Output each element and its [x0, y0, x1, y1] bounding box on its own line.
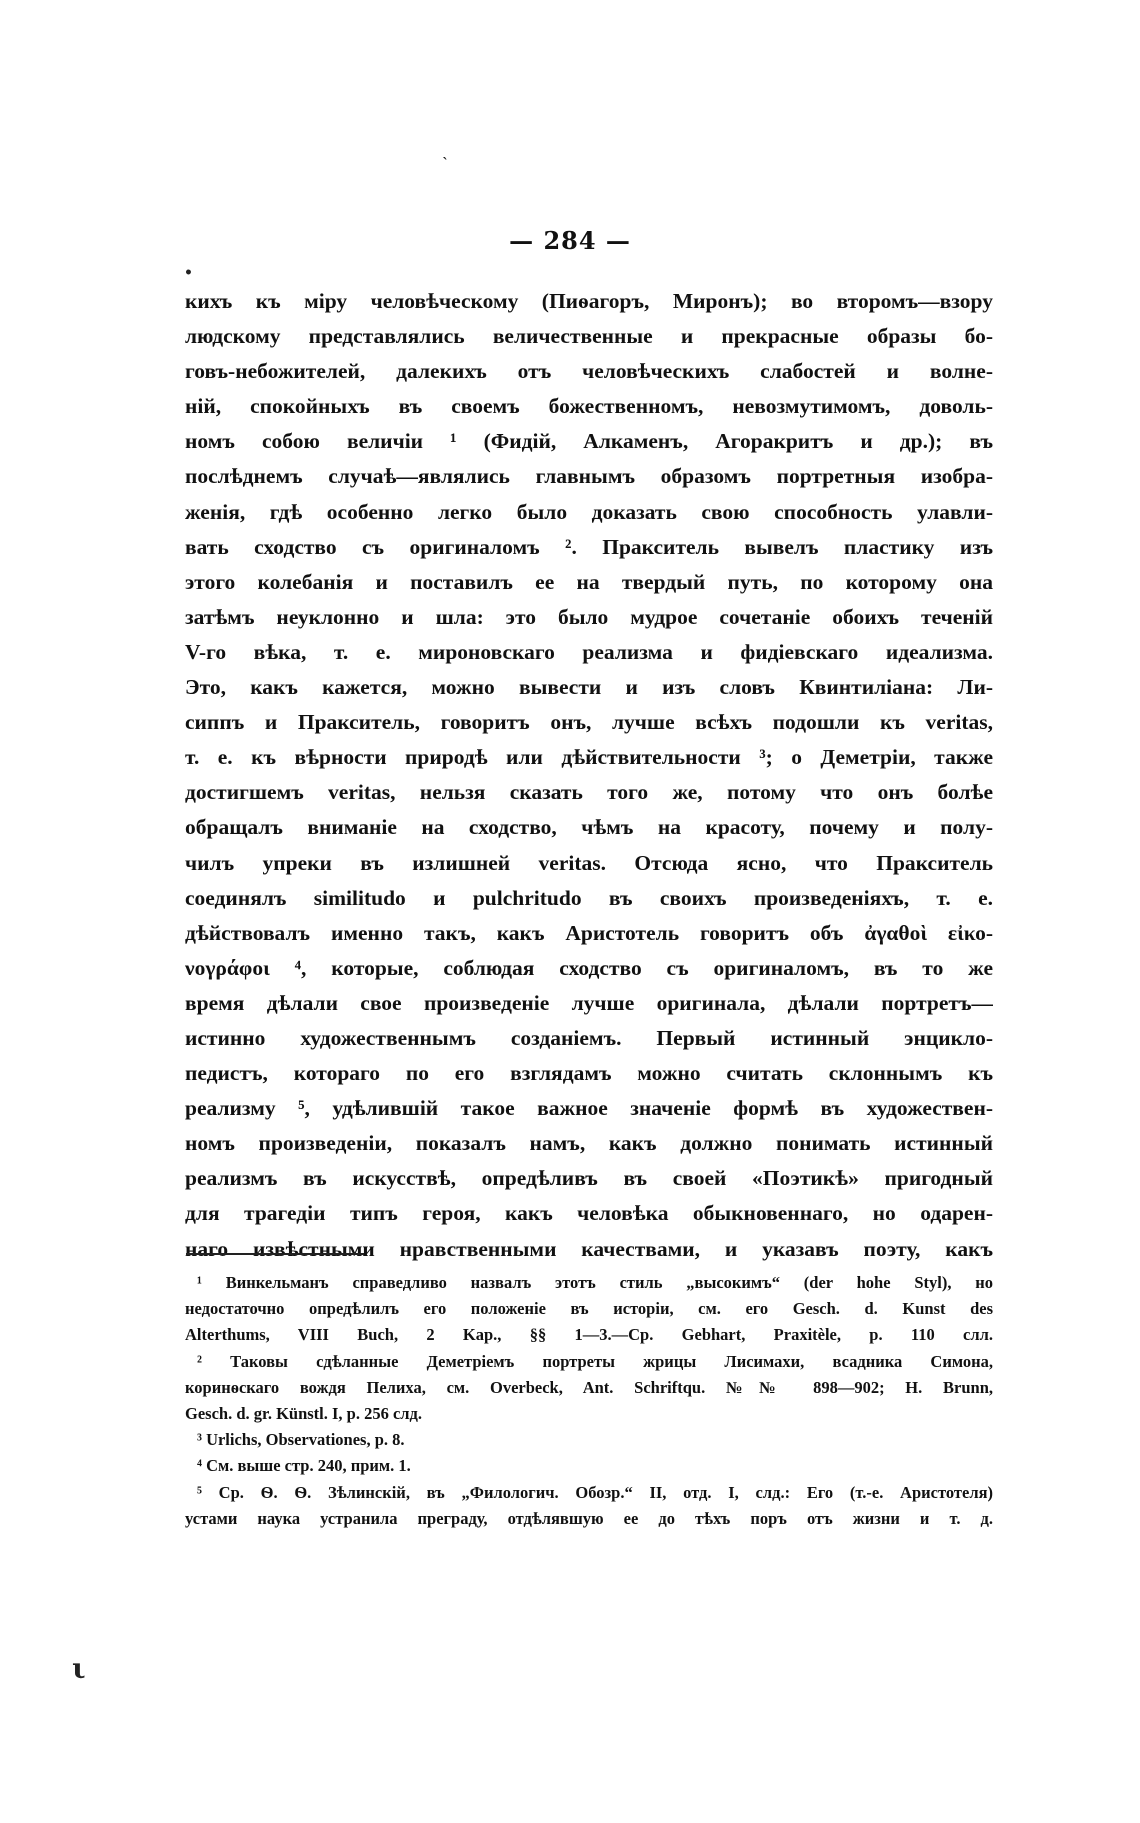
- text-line: этого колебанія и поставилъ ее на твердый путь, по которому она: [185, 569, 993, 594]
- text-line: соединялъ similitudo и pulchritudo въ своихъ произведеніяхъ, т. е.: [185, 885, 993, 910]
- text-line: сиппъ и Пракситель, говоритъ онъ, лучше всѣхъ подошли къ veritas,: [185, 710, 993, 735]
- text-line: послѣднемъ случаѣ—являлись главнымъ образомъ портретныя изобра-: [185, 464, 993, 489]
- text-line: вать сходство съ оригиналомъ ². Пракситель вывелъ пластику изъ: [185, 534, 993, 559]
- text-line: обращалъ вниманіе на сходство, чѣмъ на красоту, почему и полу-: [185, 815, 993, 840]
- footnote-divider: [186, 1253, 364, 1255]
- footnote-line: ¹ Винкельманъ справедливо назвалъ этотъ стиль „высокимъ“ (der hohe Styl), но: [197, 1273, 993, 1292]
- stray-mark-dot: •: [184, 265, 193, 281]
- text-line: для трагедіи типъ героя, какъ человѣка обыкновеннаго, но одарен-: [185, 1201, 993, 1226]
- text-line: νογράφοι ⁴, которые, соблюдая сходство съ оригиналомъ, въ то же: [185, 955, 993, 980]
- text-line: говъ-небожителей, далекихъ отъ человѣческихъ слабостей и волне-: [185, 359, 993, 384]
- page-number: — 284 —: [509, 226, 631, 255]
- text-line: истинно художественнымъ созданіемъ. Первый истинный энцикло-: [185, 1025, 993, 1050]
- footnote-line: Alterthums, VIII Buch, 2 Kap., §§ 1—3.—Cp. Gebhart, Praxitèle, p. 110 слл.: [185, 1325, 993, 1345]
- text-line: чилъ упреки въ излишней veritas. Отсюда ясно, что Пракситель: [185, 850, 993, 875]
- text-line: номъ произведеніи, показалъ намъ, какъ должно понимать истинный: [185, 1131, 993, 1156]
- main-text: [185, 284, 993, 1267]
- footnote-line: ² Таковы сдѣланные Деметріемъ портреты жрицы Лисимахи, всадника Симона,: [197, 1351, 993, 1371]
- footnote-line: Gesch. d. gr. Künstl. I, p. 256 слд.: [185, 1403, 423, 1423]
- text-line: время дѣлали свое произведеніе лучше оригинала, дѣлали портретъ—: [185, 990, 993, 1015]
- text-line: V-го вѣка, т. е. мироновскаго реализма и фидіевскаго идеализма.: [185, 639, 993, 664]
- text-line: наго извѣстными нравственными качествами, и указавъ поэту, какъ: [185, 1236, 993, 1261]
- text-line: реализмъ въ искусствѣ, опредѣливъ въ своей «Поэтикѣ» пригодный: [185, 1166, 993, 1191]
- stray-mark-left: ι: [72, 1652, 86, 1685]
- stray-mark-top: ˋ: [442, 156, 449, 172]
- text-line: женія, гдѣ особенно легко было доказать свою способность улавли-: [185, 499, 993, 524]
- footnotes: [185, 1270, 993, 1532]
- text-line: кихъ къ міру человѣческому (Пиѳагоръ, Миронъ); во второмъ—взору: [185, 289, 993, 313]
- text-line: реализму ⁵, удѣлившій такое важное значеніе формѣ въ художествен-: [185, 1096, 993, 1121]
- footnote-line: ³ Urlichs, Observationes, p. 8.: [197, 1430, 405, 1450]
- text-line: людскому представлялись величественные и прекрасные образы бо-: [185, 324, 993, 349]
- text-line: достигшемъ veritas, нельзя сказать того же, потому что онъ болѣе: [185, 780, 993, 805]
- text-line: дѣйствовалъ именно такъ, какъ Аристотель говоритъ объ ἀγαθοὶ εἰκο-: [185, 920, 993, 945]
- footnote-line: коринѳскаго вождя Пелиха, см. Overbeck, Ant. Schriftqu. №№ 898—902; H. Brunn,: [185, 1377, 993, 1397]
- footnote-line: устами наука устранила преграду, отдѣлявшую ее до тѣхъ поръ отъ жизни и т. д.: [185, 1508, 993, 1528]
- text-line: Это, какъ кажется, можно вывести и изъ словъ Квинтиліана: Ли-: [185, 675, 993, 700]
- footnote-line: ⁴ См. выше стр. 240, прим. 1.: [197, 1456, 411, 1476]
- text-line: номъ собою величіи ¹ (Фидій, Алкаменъ, Агоракритъ и др.); въ: [185, 429, 993, 454]
- text-line: т. е. къ вѣрности природѣ или дѣйствительности ³; о Деметріи, также: [185, 745, 993, 770]
- text-line: педистъ, котораго по его взглядамъ можно считать склоннымъ къ: [185, 1061, 993, 1086]
- text-line: затѣмъ неуклонно и шла: это было мудрое сочетаніе обоихъ теченій: [185, 604, 993, 629]
- footnote-line: ⁵ Ср. Ѳ. Ѳ. Зѣлинскій, въ „Филологич. Обозр.“ II, отд. I, слд.: Его (т.-е. Аристотеля): [197, 1482, 993, 1502]
- footnote-line: недостаточно опредѣлилъ его положеніе въ исторіи, см. его Gesch. d. Kunst des: [185, 1299, 993, 1319]
- text-line: ній, спокойныхъ въ своемъ божественномъ, невозмутимомъ, доволь-: [185, 394, 993, 419]
